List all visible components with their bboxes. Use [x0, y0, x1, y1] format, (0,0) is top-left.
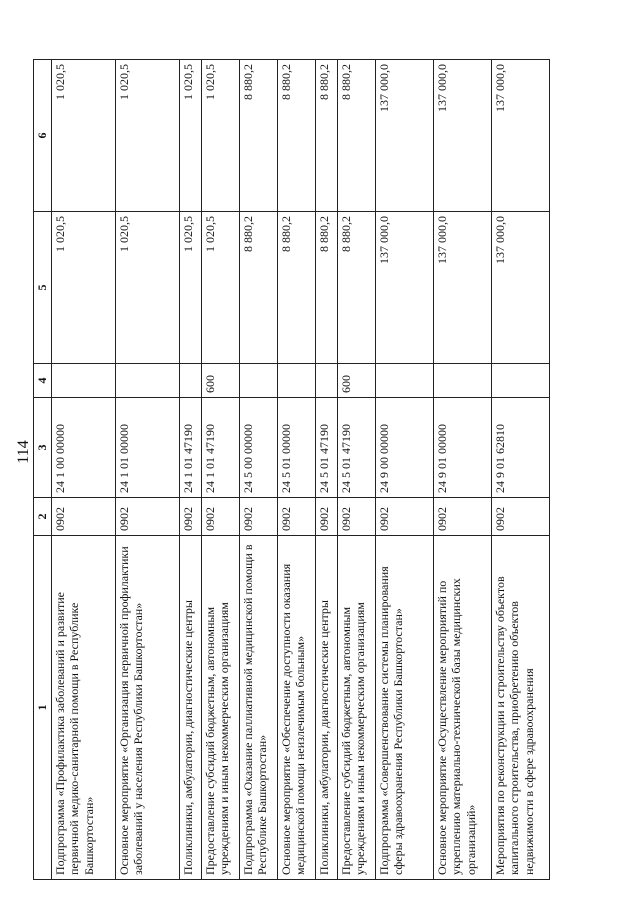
target-code: 24 5 01 47190 — [316, 398, 338, 498]
amount-col6: 8 880,2 — [338, 60, 376, 212]
amount-col6: 137 000,0 — [376, 60, 434, 212]
row-name: Основное мероприятие «Организация первичной профилактики заболеваний у населения Республики Башкортостан» — [116, 536, 180, 880]
table-row — [278, 60, 316, 880]
target-code: 24 1 01 00000 — [116, 398, 180, 498]
amount-col6: 8 880,2 — [278, 60, 316, 212]
table-row — [434, 60, 492, 880]
section-code: 0902 — [52, 498, 116, 536]
amount-col5: 8 880,2 — [240, 212, 278, 364]
row-name: Поликлиники, амбулатории, диагностические центры — [180, 536, 202, 880]
row-name: Основное мероприятие «Осуществление мероприятий по укреплению материально-технической базы медицинских организаций» — [434, 536, 492, 880]
table-header-row — [34, 60, 52, 880]
row-name: Основное мероприятие «Обеспечение доступности оказания медицинской помощи неизлечимым больным» — [278, 536, 316, 880]
amount-col6: 8 880,2 — [316, 60, 338, 212]
expense-type — [52, 364, 116, 398]
amount-col5: 1 020,5 — [52, 212, 116, 364]
amount-col5: 137 000,0 — [376, 212, 434, 364]
amount-col6: 8 880,2 — [240, 60, 278, 212]
amount-col6: 137 000,0 — [434, 60, 492, 212]
budget-table — [33, 59, 550, 880]
section-code: 0902 — [240, 498, 278, 536]
target-code: 24 1 01 47190 — [202, 398, 240, 498]
target-code: 24 1 00 00000 — [52, 398, 116, 498]
amount-col6: 1 020,5 — [180, 60, 202, 212]
table-row — [116, 60, 180, 880]
amount-col6: 137 000,0 — [492, 60, 550, 212]
column-header: 2 — [34, 498, 52, 536]
table-row — [202, 60, 240, 880]
table-row — [240, 60, 278, 880]
target-code: 24 9 01 00000 — [434, 398, 492, 498]
expense-type: 600 — [202, 364, 240, 398]
expense-type — [278, 364, 316, 398]
column-header: 5 — [34, 212, 52, 364]
target-code: 24 9 01 62810 — [492, 398, 550, 498]
table-row — [338, 60, 376, 880]
expense-type — [240, 364, 278, 398]
amount-col6: 1 020,5 — [202, 60, 240, 212]
row-name: Подпрограмма «Оказание паллиативной медицинской помощи в Республике Башкортостан» — [240, 536, 278, 880]
column-header: 1 — [34, 536, 52, 880]
table-row — [492, 60, 550, 880]
row-name: Предоставление субсидий бюджетным, автономным учреждениям и иным некоммерческим организациям — [338, 536, 376, 880]
expense-type — [116, 364, 180, 398]
expense-type: 600 — [338, 364, 376, 398]
amount-col5: 137 000,0 — [492, 212, 550, 364]
target-code: 24 5 01 47190 — [338, 398, 376, 498]
expense-type — [492, 364, 550, 398]
amount-col6: 1 020,5 — [52, 60, 116, 212]
row-name: Поликлиники, амбулатории, диагностические центры — [316, 536, 338, 880]
section-code: 0902 — [116, 498, 180, 536]
page-number: 114 — [15, 440, 32, 464]
expense-type — [376, 364, 434, 398]
target-code: 24 9 00 00000 — [376, 398, 434, 498]
section-code: 0902 — [180, 498, 202, 536]
section-code: 0902 — [338, 498, 376, 536]
amount-col5: 8 880,2 — [338, 212, 376, 364]
target-code: 24 5 01 00000 — [278, 398, 316, 498]
column-header: 6 — [34, 60, 52, 212]
section-code: 0902 — [434, 498, 492, 536]
amount-col5: 1 020,5 — [116, 212, 180, 364]
amount-col6: 1 020,5 — [116, 60, 180, 212]
amount-col5: 1 020,5 — [180, 212, 202, 364]
table-row — [316, 60, 338, 880]
row-name: Подпрограмма «Совершенствование системы планирования сферы здравоохранения Республики Башкортостан» — [376, 536, 434, 880]
section-code: 0902 — [278, 498, 316, 536]
column-header: 3 — [34, 398, 52, 498]
section-code: 0902 — [492, 498, 550, 536]
rotated-table-container — [33, 60, 583, 880]
target-code: 24 5 00 00000 — [240, 398, 278, 498]
table-row — [376, 60, 434, 880]
amount-col5: 8 880,2 — [278, 212, 316, 364]
row-name: Мероприятия по реконструкции и строительству объектов капитального строительства, приобретению объектов недвижимости в сфере здравоохранения — [492, 536, 550, 880]
row-name: Подпрограмма «Профилактика заболеваний и развитие первичной медико-санитарной помощи в Республике Башкортостан» — [52, 536, 116, 880]
row-name: Предоставление субсидий бюджетным, автономным учреждениям и иным некоммерческим организациям — [202, 536, 240, 880]
expense-type — [434, 364, 492, 398]
table-row — [52, 60, 116, 880]
column-header: 4 — [34, 364, 52, 398]
expense-type — [316, 364, 338, 398]
target-code: 24 1 01 47190 — [180, 398, 202, 498]
amount-col5: 1 020,5 — [202, 212, 240, 364]
section-code: 0902 — [316, 498, 338, 536]
section-code: 0902 — [376, 498, 434, 536]
amount-col5: 137 000,0 — [434, 212, 492, 364]
table-row — [180, 60, 202, 880]
section-code: 0902 — [202, 498, 240, 536]
amount-col5: 8 880,2 — [316, 212, 338, 364]
expense-type — [180, 364, 202, 398]
